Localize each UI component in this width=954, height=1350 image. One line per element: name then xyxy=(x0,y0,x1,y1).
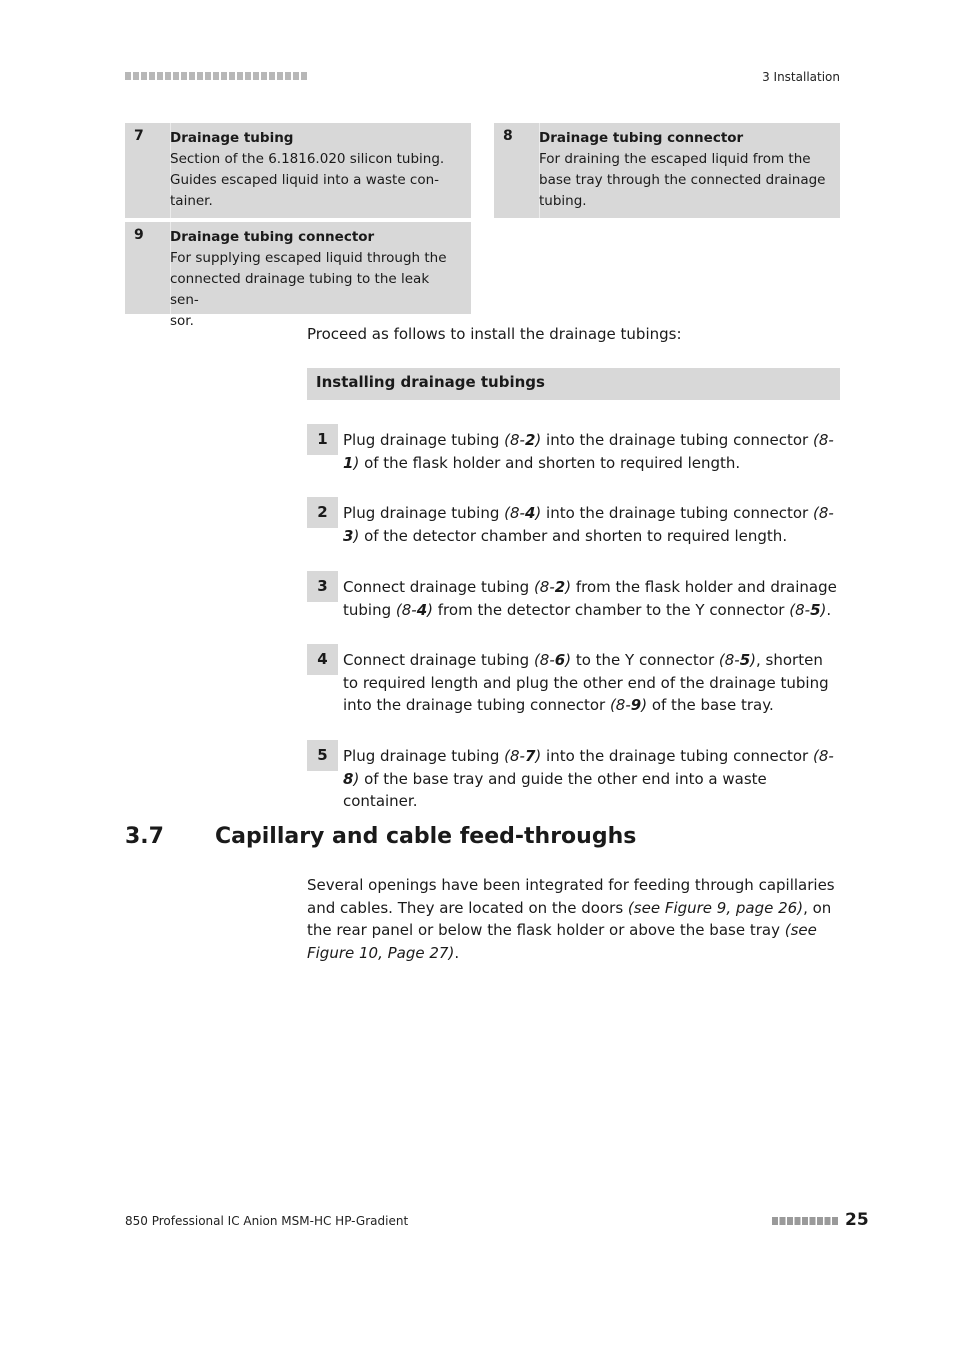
legend-number: 9 xyxy=(134,227,144,243)
cross-reference: (see Figure 9, page 26) xyxy=(627,898,804,917)
figure-reference-prefix: 8- xyxy=(724,651,740,669)
figure-reference-item: 1 xyxy=(343,453,354,472)
figure-reference: (8-5) xyxy=(789,600,827,619)
text-run: , on the rear panel or below the flask holder or above the base tray xyxy=(307,898,832,939)
page-number: 25 xyxy=(845,1210,869,1230)
footer-decoration xyxy=(772,1217,838,1225)
text-run: from the detector chamber to the Y connector xyxy=(433,600,790,619)
figure-reference: (8-6) xyxy=(533,651,572,669)
legend-title: Drainage tubing xyxy=(170,130,294,146)
figure-reference-prefix: 8- xyxy=(510,504,525,522)
legend-text: base tray through the connected drainage xyxy=(539,172,826,188)
text-run: Several openings have been integrated for feeding through capillaries and cables. They are located on the doors xyxy=(307,876,835,917)
text-run: into the drainage tubing connector xyxy=(541,747,813,765)
figure-reference-prefix: 8- xyxy=(818,747,834,765)
step-number: 2 xyxy=(307,497,338,528)
legend-number: 8 xyxy=(503,128,513,144)
section-paragraph xyxy=(307,874,840,964)
text-run: into the drainage tubing connector xyxy=(541,504,813,522)
legend-text: tubing. xyxy=(539,193,587,209)
header-decoration xyxy=(125,72,307,80)
figure-reference-prefix: 8- xyxy=(818,504,834,522)
text-run: Plug drainage tubing xyxy=(343,504,505,522)
procedure-title: Installing drainage tubings xyxy=(316,373,545,391)
legend-title: Drainage tubing connector xyxy=(170,229,375,245)
figure-reference-item: 9 xyxy=(630,696,642,714)
step-text xyxy=(343,745,840,813)
legend-number: 7 xyxy=(134,128,144,144)
legend-text: For draining the escaped liquid from the xyxy=(539,151,811,167)
step-text xyxy=(343,576,840,621)
figure-reference: (8-4) xyxy=(504,504,542,522)
text-run: , shorten to required length and plug the other end of the drainage tubing into the drainage tubing connector xyxy=(343,651,829,714)
figure-reference: (8-1) xyxy=(343,431,834,472)
step-text xyxy=(343,649,840,717)
running-header: 3 Installation xyxy=(762,70,840,84)
legend-text: sor. xyxy=(170,313,194,329)
figure-reference-prefix: 8- xyxy=(510,431,525,449)
step-number: 5 xyxy=(307,740,338,771)
figure-reference-item: 5 xyxy=(739,651,751,669)
text-run: of the flask holder and shorten to required length. xyxy=(359,453,741,472)
figure-reference-prefix: 8- xyxy=(818,431,834,449)
figure-reference-item: 7 xyxy=(524,747,536,765)
legend-text: tainer. xyxy=(170,193,213,209)
figure-reference: (8-2) xyxy=(504,431,542,449)
text-run: of the base tray. xyxy=(647,696,774,714)
figure-reference: (8-9) xyxy=(609,696,648,714)
legend-item xyxy=(125,123,471,218)
figure-reference: (8-2) xyxy=(533,578,572,596)
legend-item xyxy=(494,123,840,218)
figure-reference-prefix: 8- xyxy=(510,747,525,765)
figure-reference: (8-5) xyxy=(718,651,757,669)
figure-reference: (8-4) xyxy=(395,600,433,619)
footer-product: 850 Professional IC Anion MSM-HC HP-Gradient xyxy=(125,1214,409,1228)
figure-reference-item: 2 xyxy=(554,578,566,596)
figure-reference-item: 4 xyxy=(524,504,536,522)
text-run: . xyxy=(826,600,832,619)
step-text xyxy=(343,502,840,547)
cross-reference: (see Figure 10, Page 27) xyxy=(307,921,817,962)
figure-reference-prefix: 8- xyxy=(539,578,555,596)
legend-text: Section of the 6.1816.020 silicon tubing. xyxy=(170,151,445,167)
section-title: Capillary and cable feed-throughs xyxy=(215,824,637,849)
procedure-title-bar xyxy=(307,368,840,400)
step-number: 4 xyxy=(307,644,338,675)
legend-title: Drainage tubing connector xyxy=(539,130,744,146)
step-text xyxy=(343,429,840,474)
figure-reference-item: 5 xyxy=(810,600,821,619)
figure-reference-item: 2 xyxy=(524,431,536,449)
text-run: . xyxy=(454,943,460,962)
text-run: Connect drainage tubing xyxy=(343,578,534,596)
figure-reference: (8-3) xyxy=(343,504,834,545)
legend-text: connected drainage tubing to the leak sen- xyxy=(170,271,430,308)
figure-reference-prefix: 8- xyxy=(539,651,555,669)
figure-reference-item: 8 xyxy=(343,769,354,788)
figure-reference-prefix: 8- xyxy=(401,600,417,619)
legend-text: Guides escaped liquid into a waste con- xyxy=(170,172,440,188)
text-run: into the drainage tubing connector xyxy=(541,431,813,449)
legend-text: For supplying escaped liquid through the xyxy=(170,250,447,266)
text-run: of the base tray and guide the other end into a waste container. xyxy=(343,769,767,810)
text-run: Connect drainage tubing xyxy=(343,651,534,669)
figure-reference: (8-7) xyxy=(504,747,542,765)
figure-reference-prefix: 8- xyxy=(795,600,811,619)
step-number: 1 xyxy=(307,424,338,455)
figure-reference-item: 6 xyxy=(554,651,566,669)
legend-item xyxy=(125,222,471,329)
intro-text: Proceed as follows to install the drainage tubings: xyxy=(307,325,682,343)
figure-reference-item: 3 xyxy=(343,526,354,545)
text-run: from the flask holder and drainage tubing xyxy=(343,578,837,619)
text-run: Plug drainage tubing xyxy=(343,431,505,449)
figure-reference-prefix: 8- xyxy=(615,696,631,714)
text-run: Plug drainage tubing xyxy=(343,747,505,765)
text-run: of the detector chamber and shorten to required length. xyxy=(359,526,788,545)
figure-reference-item: 4 xyxy=(416,600,428,619)
text-run: to the Y connector xyxy=(571,651,719,669)
figure-reference: (8-8) xyxy=(343,747,834,788)
section-number: 3.7 xyxy=(125,824,164,849)
step-number: 3 xyxy=(307,571,338,602)
